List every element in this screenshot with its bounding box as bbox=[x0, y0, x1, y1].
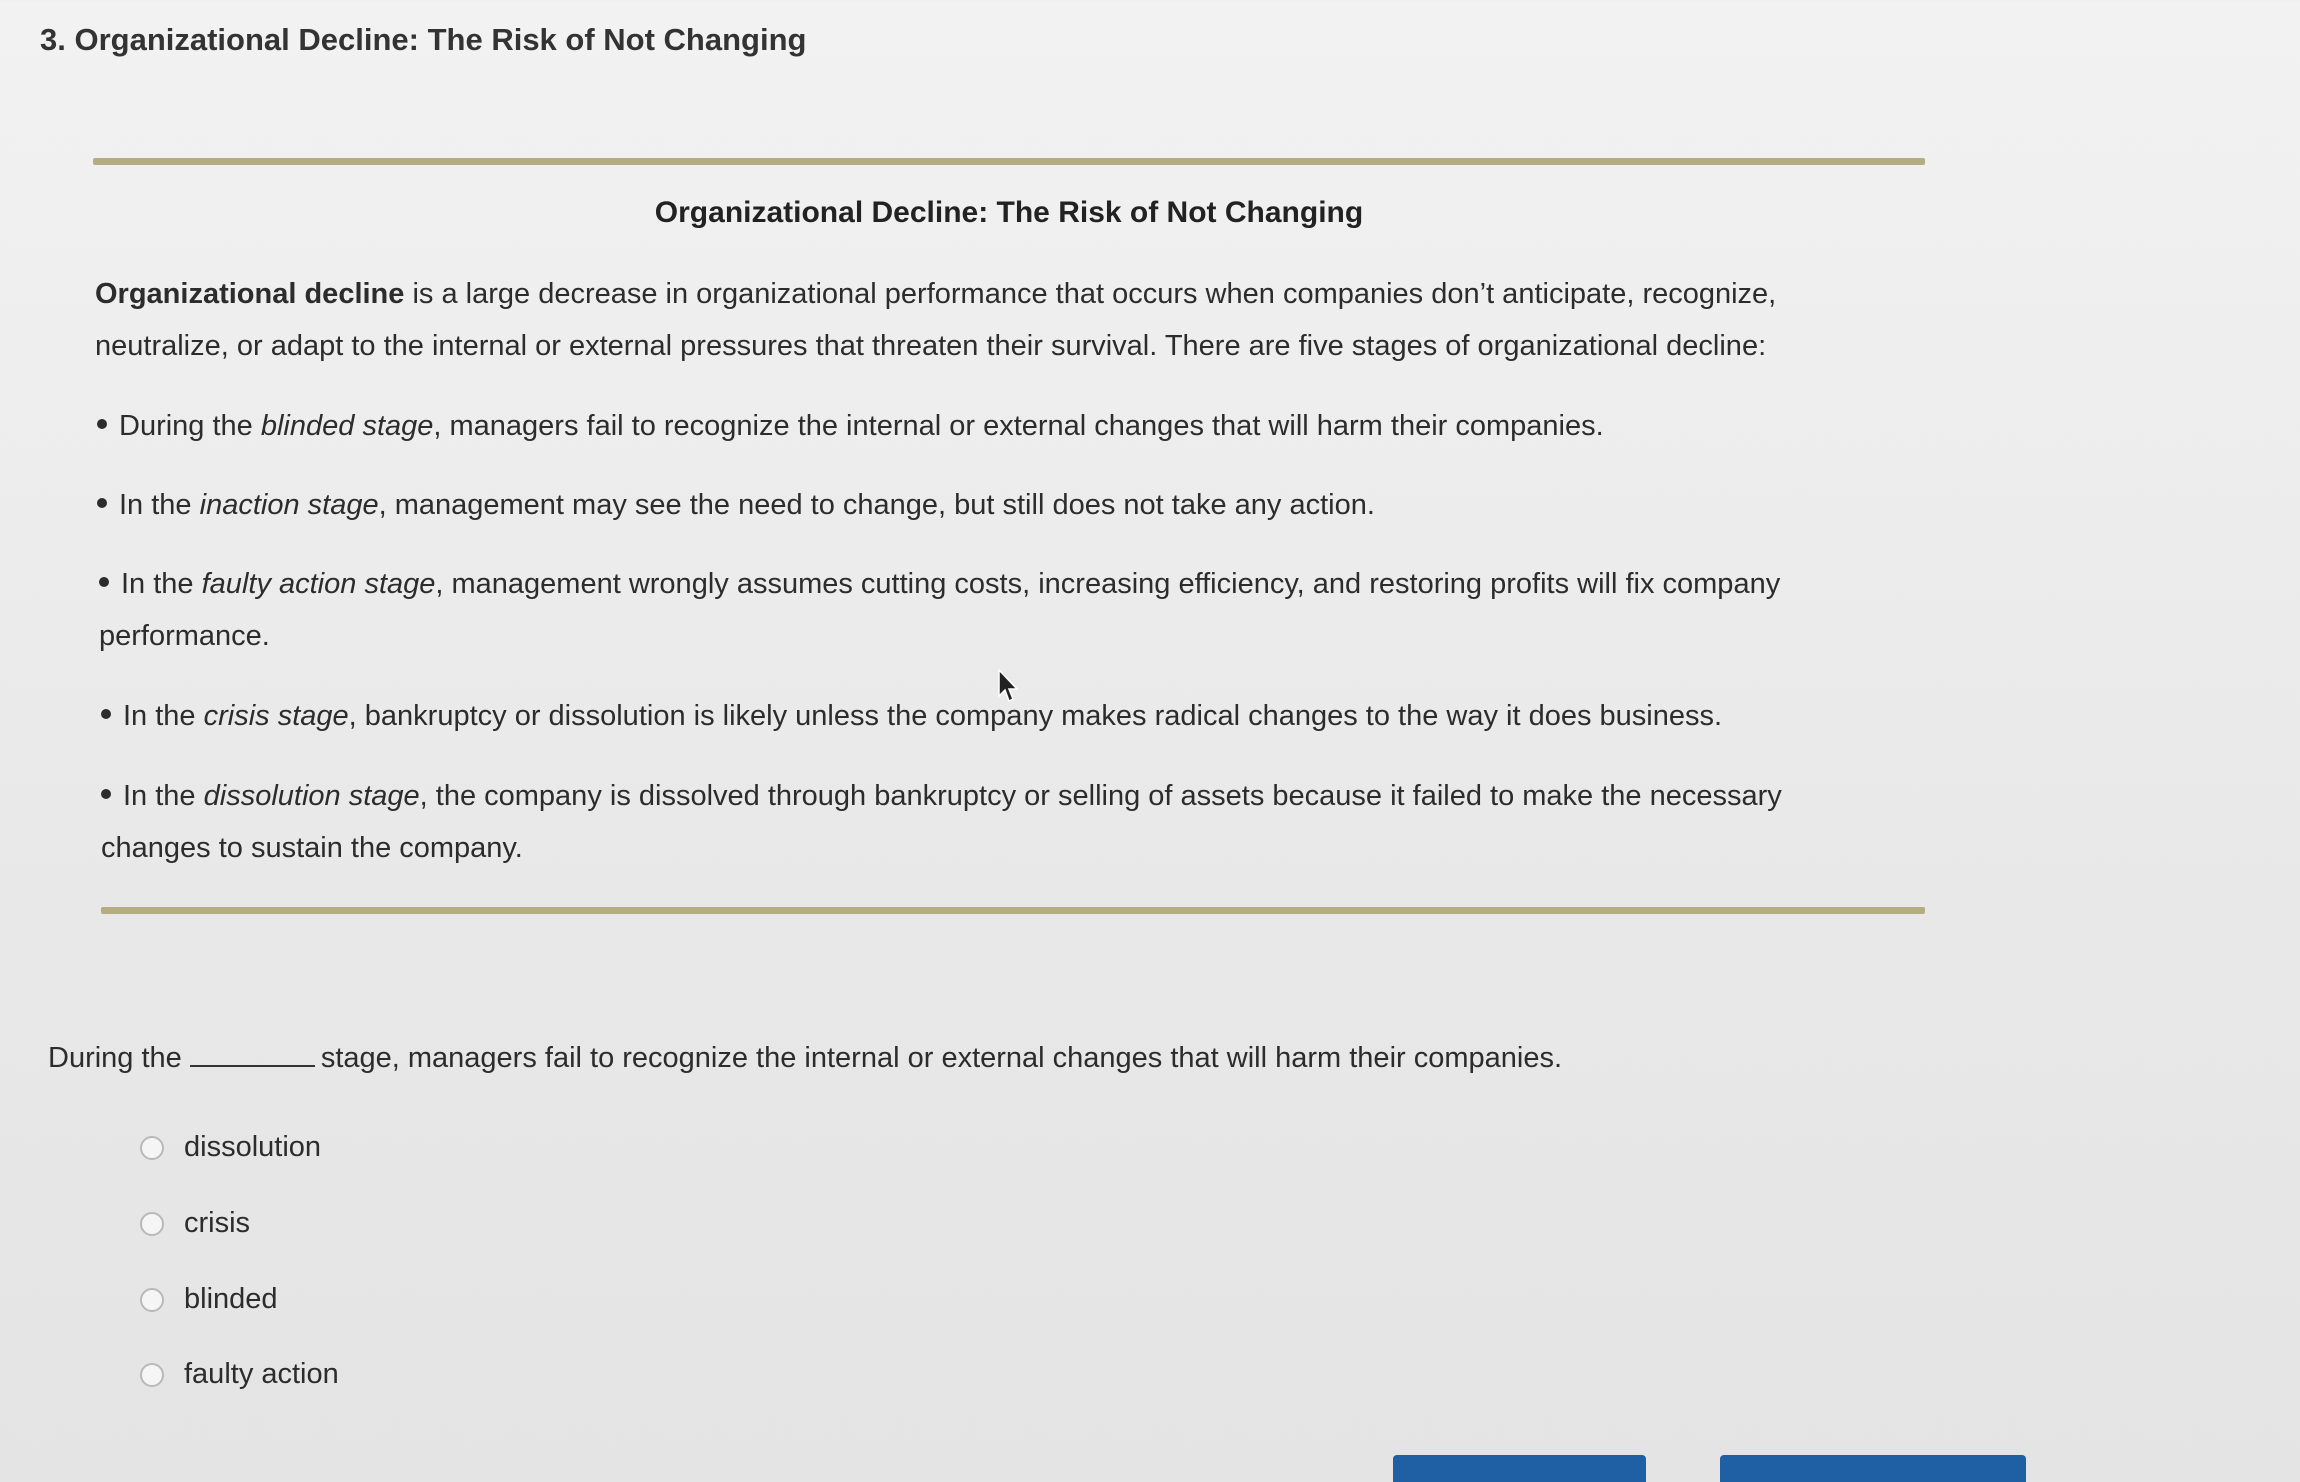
bullet-dot bbox=[97, 419, 107, 429]
passage-intro bbox=[95, 268, 1925, 372]
radio-button[interactable] bbox=[140, 1212, 164, 1236]
bullet-text: , managers fail to recognize the internal or external changes that will harm their companies. bbox=[433, 410, 1604, 442]
intro-line-2: neutralize, or adapt to the internal or external pressures that threaten their survival. There are five stages of organizational decline: bbox=[95, 330, 1767, 362]
stage-name: faulty action stage bbox=[201, 568, 436, 600]
bullet-text: , management may see the need to change, but still does not take any action. bbox=[378, 489, 1375, 521]
radio-button[interactable] bbox=[140, 1288, 164, 1312]
mouse-cursor-icon bbox=[997, 668, 1019, 704]
option-label: faulty action bbox=[184, 1358, 339, 1390]
stage-name: dissolution stage bbox=[203, 780, 420, 812]
grade-button[interactable] bbox=[1393, 1455, 1646, 1482]
bullet-text: In the bbox=[123, 780, 204, 812]
continue-button[interactable] bbox=[1720, 1455, 2026, 1482]
intro-term: Organizational decline bbox=[95, 278, 405, 310]
radio-button[interactable] bbox=[140, 1136, 164, 1160]
bullet-text: In the bbox=[123, 700, 204, 732]
radio-button[interactable] bbox=[140, 1363, 164, 1387]
bullet-text: In the bbox=[119, 489, 200, 521]
bullet-text-continued: performance. bbox=[99, 620, 270, 652]
option-dissolution[interactable] bbox=[140, 1131, 321, 1164]
bullet-dot bbox=[101, 709, 111, 719]
bullet-dissolution bbox=[101, 770, 1931, 874]
question-text-after: stage, managers fail to recognize the internal or external changes that will harm their companies. bbox=[320, 1042, 1563, 1074]
stage-name: inaction stage bbox=[199, 489, 379, 521]
bullet-text-continued: changes to sustain the company. bbox=[101, 832, 523, 864]
bullet-text: During the bbox=[119, 410, 261, 442]
answer-blank bbox=[190, 1041, 315, 1067]
bullet-blinded bbox=[97, 400, 1927, 452]
bullet-text: In the bbox=[121, 568, 202, 600]
bullet-text: , the company is dissolved through bankruptcy or selling of assets because it failed to make the necessary bbox=[419, 780, 1782, 812]
option-label: crisis bbox=[184, 1207, 251, 1239]
fill-in-question bbox=[48, 1032, 1562, 1084]
bullet-dot bbox=[101, 789, 111, 799]
question-text-before: During the bbox=[48, 1042, 182, 1074]
option-faulty-action[interactable] bbox=[140, 1358, 339, 1391]
option-label: blinded bbox=[184, 1283, 278, 1315]
bullet-dot bbox=[97, 498, 107, 508]
question-title: 3. Organizational Decline: The Risk of Not Changing bbox=[40, 22, 807, 57]
option-crisis[interactable] bbox=[140, 1207, 250, 1240]
passage-heading: Organizational Decline: The Risk of Not Changing bbox=[654, 196, 1364, 229]
bullet-text: , bankruptcy or dissolution is likely unless the company makes radical changes to the way it does business. bbox=[348, 700, 1723, 732]
option-label: dissolution bbox=[184, 1131, 322, 1163]
bullet-inaction bbox=[97, 479, 1927, 531]
bullet-faulty-action bbox=[99, 558, 1929, 662]
intro-line-1: is a large decrease in organizational performance that occurs when companies don’t anticipate, recognize, bbox=[404, 278, 1777, 310]
stage-name: blinded stage bbox=[260, 410, 434, 442]
option-blinded[interactable] bbox=[140, 1283, 278, 1316]
top-divider bbox=[93, 158, 1925, 165]
bullet-dot bbox=[99, 577, 109, 587]
bottom-divider bbox=[101, 907, 1925, 914]
bullet-text: , management wrongly assumes cutting costs, increasing efficiency, and restoring profits will fix company bbox=[435, 568, 1781, 600]
stage-name: crisis stage bbox=[203, 700, 349, 732]
